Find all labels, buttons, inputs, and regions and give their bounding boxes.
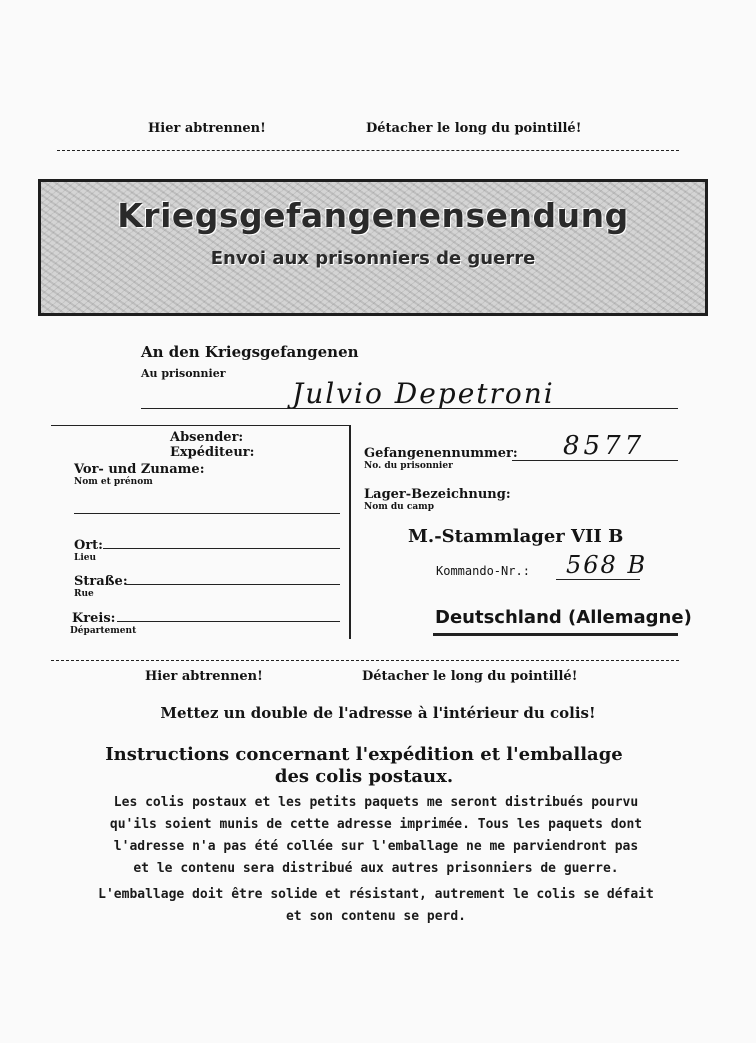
recipient-label-de: An den Kriegsgefangenen (141, 343, 359, 361)
recipient-label-fr: Au prisonnier (141, 367, 226, 380)
sender-place-label-fr: Lieu (74, 553, 97, 563)
bottom-cut-label-fr: Détacher le long du pointillé! (362, 669, 578, 684)
country-label: Deutschland (Allemagne) (435, 607, 692, 628)
sender-district-field[interactable] (117, 621, 340, 622)
sender-district-label-fr: Département (70, 626, 137, 636)
paragraph-2-line-2: et son contenu se perd. (285, 909, 466, 924)
paragraph-1-line-1: Les colis postaux et les petits paquets me seront distribués pourvu (113, 795, 639, 810)
bottom-perforation-line (51, 660, 679, 661)
instructions-paragraph-2 (86, 884, 666, 928)
banner-subtitle: Envoi aux prisonniers de guerre (210, 248, 536, 269)
sender-box-divider (349, 425, 351, 639)
kommando-label: Kommando-Nr.: (436, 564, 530, 578)
instructions-title-line2: des colis postaux. (274, 766, 454, 787)
camp-label-fr: Nom du camp (364, 502, 434, 512)
instructions-title-line1: Instructions concernant l'expédition et l'emballage (105, 744, 623, 765)
recipient-name-line (141, 408, 678, 409)
kommando-number-handwritten[interactable]: 568 B (566, 551, 648, 579)
header-banner (38, 179, 708, 316)
recipient-name-handwritten[interactable]: Julvio Depetroni (292, 377, 555, 410)
country-underline (433, 633, 678, 636)
sender-place-field[interactable] (103, 548, 340, 549)
kommando-line (556, 579, 640, 580)
sender-title-fr: Expéditeur: (170, 445, 255, 460)
sender-street-label-fr: Rue (74, 589, 94, 599)
sender-street-label-de: Straße: (74, 574, 128, 589)
sender-name-field[interactable] (74, 513, 340, 514)
sender-box-top (51, 425, 350, 426)
instructions-paragraph-1 (86, 792, 666, 880)
paragraph-1-line-4: et le contenu sera distribué aux autres prisonniers de guerre. (133, 861, 619, 876)
top-cut-label-fr: Détacher le long du pointillé! (366, 121, 582, 136)
paragraph-2-line-1: L'emballage doit être solide et résistant, autrement le colis se défait (98, 887, 654, 902)
sender-district-label-de: Kreis: (72, 611, 116, 626)
sender-place-label-de: Ort: (74, 538, 103, 553)
prisoner-number-handwritten[interactable]: 8577 (563, 431, 646, 461)
prisoner-number-label-de: Gefangenennummer: (364, 446, 518, 461)
camp-label-de: Lager-Bezeichnung: (364, 487, 511, 502)
notice-text: Mettez un double de l'adresse à l'intérieur du colis! (160, 704, 596, 722)
paragraph-1-line-2: qu'ils soient munis de cette adresse imprimée. Tous les paquets dont (109, 817, 643, 832)
prisoner-number-line (512, 460, 678, 461)
paragraph-1-line-3: l'adresse n'a pas été collée sur l'emballage ne me parviendront pas (113, 839, 639, 854)
top-perforation-line (57, 150, 679, 151)
top-cut-label-de: Hier abtrennen! (148, 121, 266, 136)
banner-title: Kriegsgefangenensendung (117, 196, 629, 235)
bottom-cut-label-de: Hier abtrennen! (145, 669, 263, 684)
sender-street-field[interactable] (126, 584, 340, 585)
camp-name: M.-Stammlager VII B (408, 526, 624, 547)
sender-name-label-de: Vor- und Zuname: (74, 462, 205, 477)
sender-title-de: Absender: (170, 430, 244, 445)
sender-name-label-fr: Nom et prénom (74, 477, 153, 487)
prisoner-number-label-fr: No. du prisonnier (364, 461, 453, 471)
